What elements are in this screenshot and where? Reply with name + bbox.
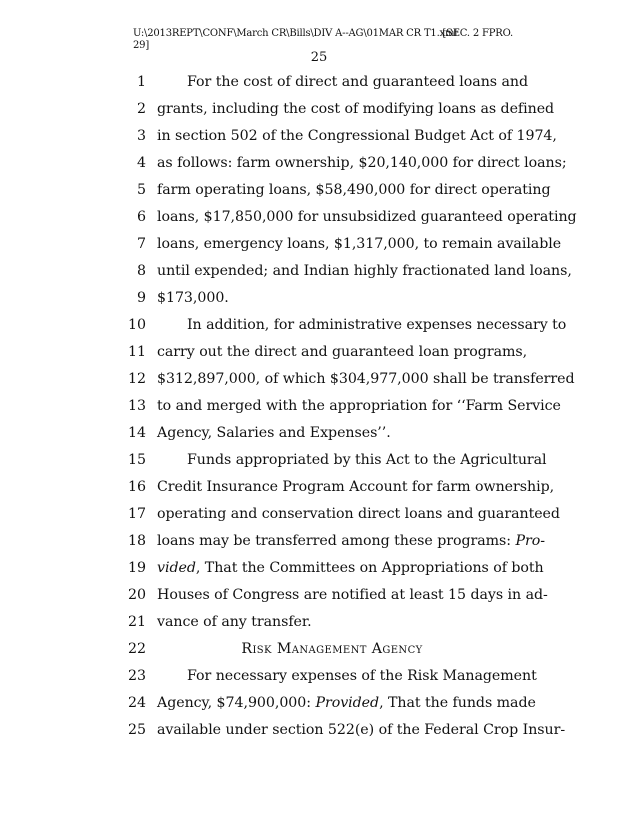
line-text: Credit Insurance Program Account for farm ownership, [157, 479, 555, 495]
text-line [0, 450, 638, 470]
line-text: For the cost of direct and guaranteed loans and [187, 74, 529, 90]
text-line [0, 207, 638, 227]
text-line [0, 585, 638, 605]
line-number: 21 [127, 614, 146, 630]
line-text-segment: Agency, $74,900,000: [157, 695, 316, 711]
line-text: $173,000. [157, 290, 229, 306]
line-text: Agency, Salaries and Expenses’’. [157, 425, 391, 441]
section-marker: [SEC. 2 FPRO. [442, 28, 513, 39]
text-line [0, 531, 638, 551]
line-number: 7 [136, 236, 146, 252]
italic-segment: Provided [315, 695, 380, 711]
text-line [0, 558, 638, 578]
line-text: Funds appropriated by this Act to the Agricultural [187, 452, 547, 468]
line-number: 24 [127, 695, 146, 711]
line-text [157, 558, 544, 578]
line-number: 1 [136, 74, 146, 90]
text-line [0, 99, 638, 119]
text-line [0, 639, 638, 659]
document-header [133, 28, 513, 52]
line-number: 10 [127, 317, 146, 333]
line-number: 17 [127, 506, 146, 522]
text-line [0, 288, 638, 308]
line-number: 4 [136, 155, 146, 171]
line-text: $312,897,000, of which $304,977,000 shall be transferred [157, 371, 575, 387]
line-text: available under section 522(e) of the Federal Crop Insur- [157, 722, 566, 738]
text-line [0, 612, 638, 632]
line-number: 8 [136, 263, 146, 279]
line-text: Houses of Congress are notified at least 15 days in ad- [157, 587, 548, 603]
line-text [157, 693, 536, 713]
text-line [0, 261, 638, 281]
line-number: 25 [127, 722, 146, 738]
line-text: farm operating loans, $58,490,000 for direct operating [157, 182, 551, 198]
line-number: 20 [127, 587, 146, 603]
line-text-segment: , That the funds made [379, 695, 536, 711]
line-number: 5 [136, 182, 146, 198]
text-line [0, 720, 638, 740]
line-text: grants, including the cost of modifying loans as defined [157, 101, 555, 117]
italic-segment: vided [157, 560, 196, 576]
italic-segment: Pro- [515, 533, 545, 549]
text-line [0, 126, 638, 146]
text-line [0, 504, 638, 524]
text-line [0, 342, 638, 362]
line-text: in section 502 of the Congressional Budget Act of 1974, [157, 128, 557, 144]
line-number: 11 [127, 344, 146, 360]
text-line [0, 369, 638, 389]
line-number: 6 [136, 209, 146, 225]
text-line [0, 153, 638, 173]
line-number: 12 [127, 371, 146, 387]
line-text-segment: , That the Committees on Appropriations of both [195, 560, 544, 576]
line-number: 23 [127, 668, 146, 684]
line-number: 18 [127, 533, 146, 549]
line-text: until expended; and Indian highly fractionated land loans, [157, 263, 572, 279]
text-line [0, 693, 638, 713]
file-path: U:\2013REPT\CONF\March CR\Bills\DIV A--AG\01MAR CR T1.xml [133, 28, 458, 39]
line-number: 19 [127, 560, 146, 576]
line-text: For necessary expenses of the Risk Management [187, 668, 537, 684]
line-text-segment: loans may be transferred among these programs: [157, 533, 516, 549]
text-line [0, 72, 638, 92]
line-text: to and merged with the appropriation for ‘‘Farm Service [157, 398, 561, 414]
line-text: operating and conservation direct loans and guaranteed [157, 506, 560, 522]
line-number: 15 [127, 452, 146, 468]
file-path-continued: 29] [133, 40, 150, 51]
text-line [0, 423, 638, 443]
text-line [0, 234, 638, 254]
line-text [157, 531, 545, 551]
text-line [0, 666, 638, 686]
line-text: loans, $17,850,000 for unsubsidized guaranteed operating [157, 209, 577, 225]
text-line [0, 315, 638, 335]
line-number: 9 [136, 290, 146, 306]
line-number: 14 [127, 425, 146, 441]
line-text: as follows: farm ownership, $20,140,000 for direct loans; [157, 155, 567, 171]
line-number: 22 [127, 641, 146, 657]
text-line [0, 396, 638, 416]
line-number: 13 [127, 398, 146, 414]
line-number: 2 [136, 101, 146, 117]
section-heading: Risk Management Agency [241, 641, 423, 657]
line-number: 3 [136, 128, 146, 144]
line-text: vance of any transfer. [157, 614, 312, 630]
page-number: 25 [310, 50, 328, 65]
line-number: 16 [127, 479, 146, 495]
text-line [0, 477, 638, 497]
text-line [0, 180, 638, 200]
line-text: loans, emergency loans, $1,317,000, to remain available [157, 236, 562, 252]
line-text: carry out the direct and guaranteed loan programs, [157, 344, 528, 360]
line-text: In addition, for administrative expenses necessary to [187, 317, 567, 333]
